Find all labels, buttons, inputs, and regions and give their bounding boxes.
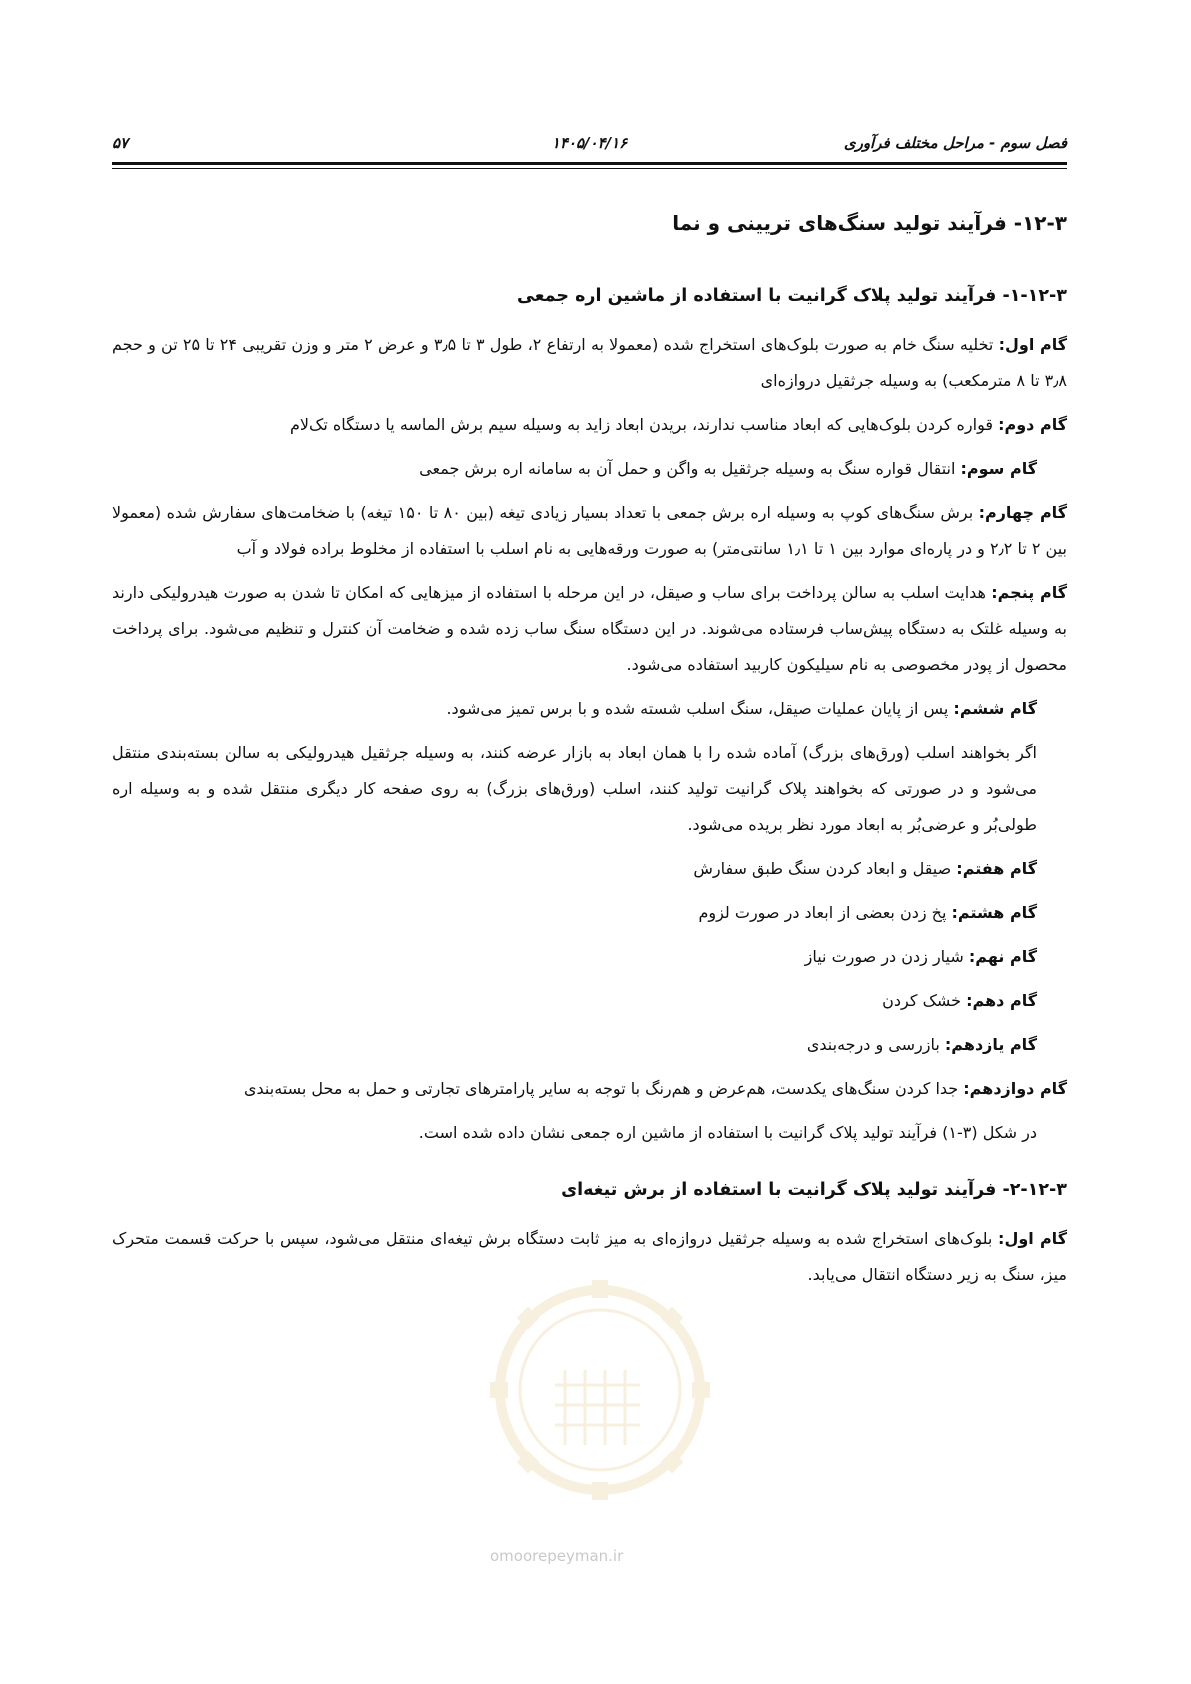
step-text: پس از پایان عملیات صیقل، سنگ اسلب شسته شده و با برس تمیز می‌شود. <box>446 699 954 718</box>
step-label: گام سوم: <box>960 459 1037 478</box>
main-content <box>112 205 1067 1301</box>
blade-step-1 <box>112 1221 1067 1293</box>
step-12 <box>112 1071 1067 1107</box>
figure-note: در شکل (۳-۱) فرآیند تولید پلاک گرانیت با استفاده از ماشین اره جمعی نشان داده شده است. <box>418 1123 1037 1142</box>
step-8 <box>112 895 1067 931</box>
step-4 <box>112 495 1067 567</box>
step-7 <box>112 851 1067 887</box>
subsection-1-title: ۱-۱۲-۳- فرآیند تولید پلاک گرانیت با استفاده از ماشین اره جمعی <box>517 286 1067 306</box>
step-label: گام چهارم: <box>978 503 1067 522</box>
step-text: تخلیه سنگ خام به صورت بلوک‌های استخراج شده (معمولا به ارتفاع ۲، طول ۳ تا ۳٫۵ و عرض ۲ متر و وزن تقریبی ۲۴ تا ۲۵ تن و حجم ۳٫۸ تا ۸ مترمکعب) به وسیله جرثقیل دروازه‌ای <box>112 335 1067 390</box>
step-9 <box>112 939 1067 975</box>
step-label: گام پنجم: <box>991 583 1068 602</box>
step-text: خشک کردن <box>882 991 967 1010</box>
step-1 <box>112 327 1067 399</box>
step-label: گام اول: <box>998 335 1068 354</box>
step-text: پخ زدن بعضی از ابعاد در صورت لزوم <box>698 903 952 922</box>
step-text: صیقل و ابعاد کردن سنگ طبق سفارش <box>693 859 957 878</box>
step-label: گام ششم: <box>953 699 1037 718</box>
step-label: گام دوم: <box>998 415 1067 434</box>
step-11 <box>112 1027 1067 1063</box>
step-text: برش سنگ‌های کوپ به وسیله اره برش جمعی با تعداد بسیار زیادی تیغه (بین ۸۰ تا ۱۵۰ تیغه) با ضخامت‌های سفارش شده (معمولا بین ۲ تا ۲٫۲ و در پاره‌ای موارد بین ۱ تا ۱٫۱ سانتی‌متر) به صورت ورقه‌هایی به نام اسلب با استفاده از مخلوط براده فولاد و آب <box>112 503 1067 558</box>
step-5 <box>112 575 1067 683</box>
step-label: گام هفتم: <box>956 859 1037 878</box>
step-label: گام نهم: <box>968 947 1037 966</box>
step-2 <box>112 407 1067 443</box>
running-header <box>112 128 1067 158</box>
header-rule-thin <box>112 168 1067 169</box>
step-text: انتقال قواره سنگ به وسیله جرثقیل به واگن و حمل آن به سامانه اره برش جمعی <box>419 459 961 478</box>
header-rule-thick <box>112 162 1067 165</box>
chapter-title: فصل سوم - مراحل مختلف فرآوری <box>843 134 1067 152</box>
step-text: هدایت اسلب به سالن پرداخت برای ساب و صیقل، در این مرحله با استفاده از میزهایی که امکان تا شدن به صورت هیدرولیکی دارند به وسیله غلتک به دستگاه پیش‌ساب فرستاده می‌شوند. در این دستگاه سنگ ساب زده شده و ضخامت آن کنترل و تنظیم می‌شود. برای پرداخت محصول از پودر مخصوصی به نام سیلیکون کاربید استفاده می‌شود. <box>112 583 1067 674</box>
step-text: بازرسی و درجه‌بندی <box>806 1035 945 1054</box>
page-number: ۵۷ <box>112 134 129 152</box>
step-3 <box>112 451 1067 487</box>
step-label: گام دهم: <box>966 991 1037 1010</box>
step-6 <box>112 691 1067 727</box>
step-text: بلوک‌های استخراج شده به وسیله جرثقیل دروازه‌ای به میز ثابت دستگاه برش تیغه‌ای منتقل می‌شود، سپس با حرکت قسمت متحرک میز، سنگ به زیر دستگاه انتقال می‌یابد. <box>112 1229 1067 1284</box>
subsection-2-title: ۲-۱۲-۳- فرآیند تولید پلاک گرانیت با استفاده از برش تیغه‌ای <box>561 1180 1067 1200</box>
slab-paragraph: اگر بخواهند اسلب (ورق‌های بزرگ) آماده شده را با همان ابعاد به بازار عرضه کنند، به وسیله جرثقیل هیدرولیکی به سالن بسته‌بندی منتقل می‌شود و در صورتی که بخواهند پلاک گرانیت تولید کنند، اسلب (ورق‌های بزرگ) به روی صفحه کار دیگری منتقل شده و به وسیله اره طولی‌بُر و عرضی‌بُر به ابعاد مورد نظر بریده می‌شود. <box>112 743 1037 834</box>
step-10 <box>112 983 1067 1019</box>
section-title: ۱۲-۳- فرآیند تولید سنگ‌های تریینی و نما <box>672 211 1067 235</box>
header-date: ۱۴۰۵/۰۴/۱۶ <box>551 134 628 152</box>
step-label: گام یازدهم: <box>944 1035 1037 1054</box>
step-text: شیار زدن در صورت نیاز <box>804 947 969 966</box>
watermark-site: omoorepeyman.ir <box>490 1547 624 1565</box>
step-text: قواره کردن بلوک‌هایی که ابعاد مناسب ندارند، بریدن ابعاد زاید به وسیله سیم برش الماسه یا دستگاه تک‌لام <box>289 415 999 434</box>
step-label: گام اول: <box>998 1229 1067 1248</box>
gear-logo-icon <box>480 1270 720 1500</box>
step-label: گام دوازدهم: <box>963 1079 1067 1098</box>
step-text: جدا کردن سنگ‌های یکدست، هم‌عرض و هم‌رنگ با توجه به سایر پارامترهای تجارتی و حمل به محل بسته‌بندی <box>243 1079 964 1098</box>
step-label: گام هشتم: <box>951 903 1037 922</box>
